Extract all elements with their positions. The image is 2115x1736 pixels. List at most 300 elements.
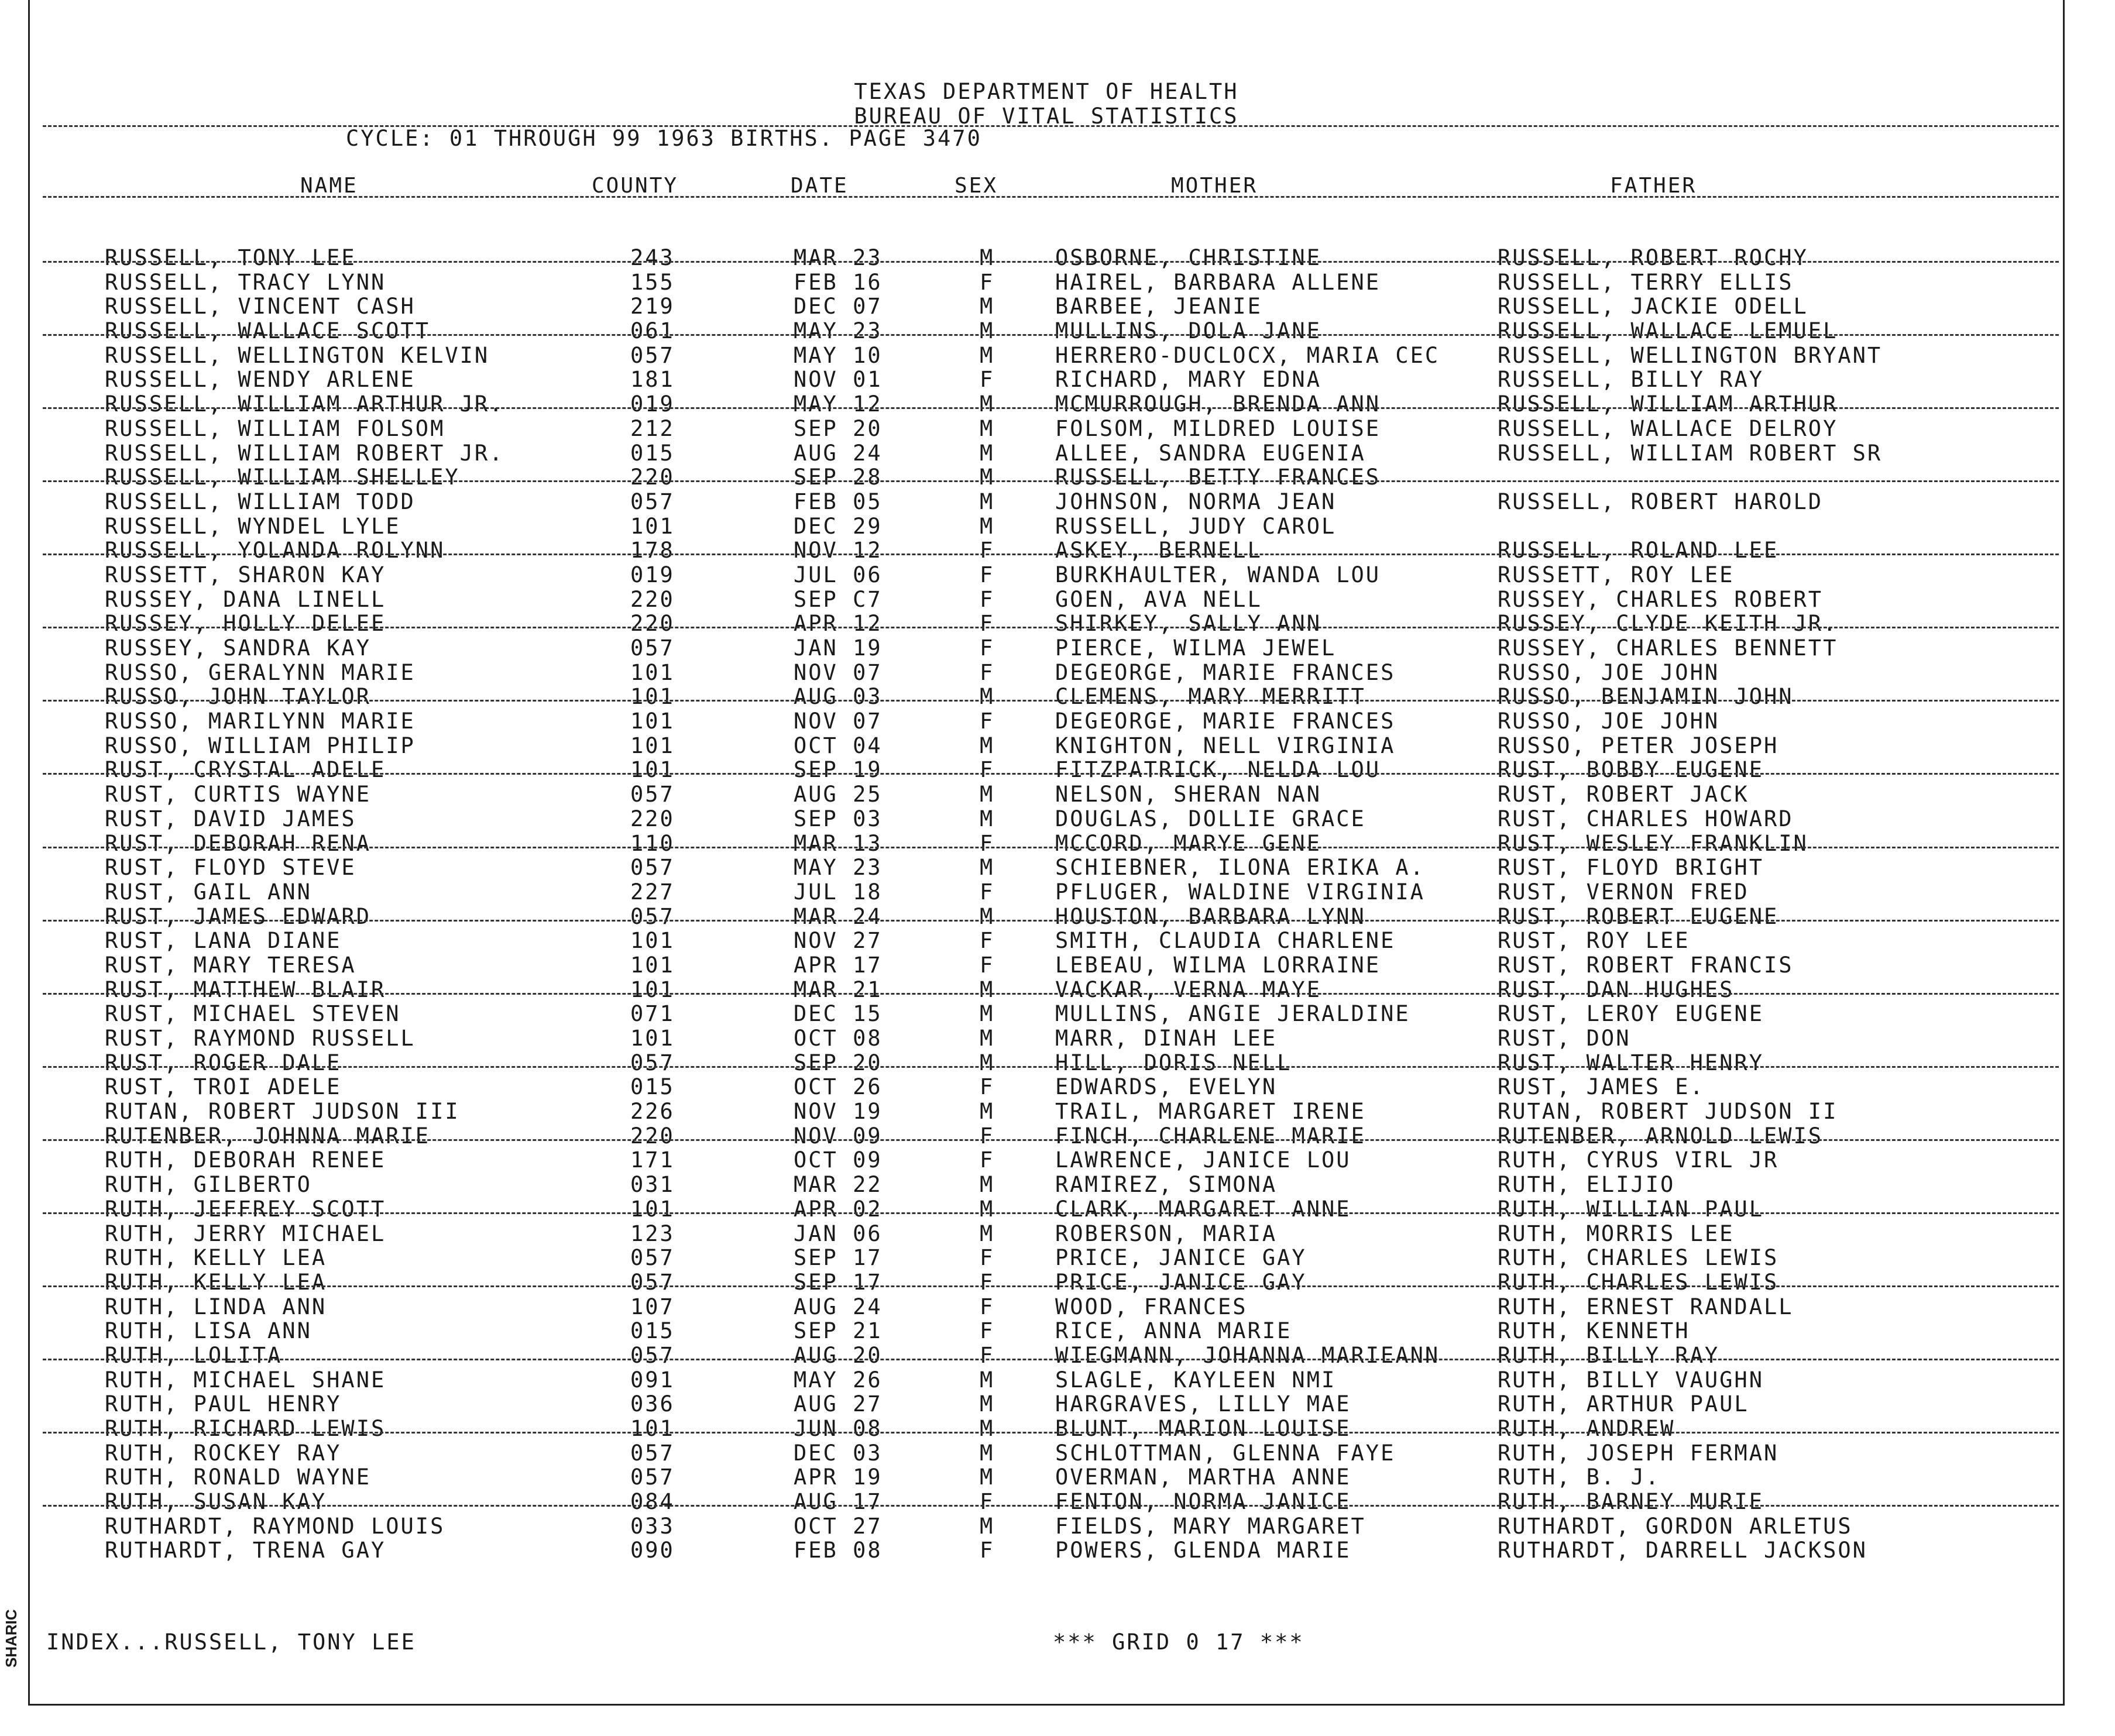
cell-sex: F <box>980 611 995 637</box>
cell-mother: SCHIEBNER, ILONA ERIKA A. <box>1055 855 1425 881</box>
cell-mother: WIEGMANN, JOHANNA MARIEANN <box>1055 1342 1440 1368</box>
table-row <box>30 709 2063 734</box>
cell-name: RUST, CRYSTAL ADELE <box>105 757 386 783</box>
cell-sex: M <box>980 440 995 466</box>
cell-date: DEC 15 <box>794 1001 883 1027</box>
cell-father: RUSSO, JOE JOHN <box>1498 709 1720 734</box>
cell-name: RUTHARDT, TRENA GAY <box>105 1538 386 1563</box>
cell-father: RUST, CHARLES HOWARD <box>1498 806 1794 831</box>
cell-county: 101 <box>630 659 675 685</box>
cell-county: 057 <box>630 489 675 514</box>
table-row <box>30 1075 2063 1099</box>
cell-name: RUTH, RICHARD LEWIS <box>105 1416 386 1441</box>
cell-name: RUST, CURTIS WAYNE <box>105 782 371 807</box>
cell-name: RUTH, LOLITA <box>105 1342 283 1368</box>
cell-sex: F <box>980 1269 995 1295</box>
cell-name: RUSSELL, WILLIAM ROBERT JR. <box>105 440 504 466</box>
cell-father: RUSSELL, WALLACE DELROY <box>1498 415 1838 441</box>
table-row <box>30 1002 2063 1026</box>
cell-name: RUTH, DEBORAH RENEE <box>105 1147 386 1173</box>
column-header-father: FATHER <box>1610 174 1697 198</box>
cell-date: DEC 03 <box>794 1440 883 1466</box>
cell-name: RUSSELL, WYNDEL LYLE <box>105 513 401 539</box>
cell-father: RUTH, BILLY VAUGHN <box>1498 1367 1764 1393</box>
cell-mother: POWERS, GLENDA MARIE <box>1055 1538 1351 1563</box>
cell-county: 057 <box>630 855 675 881</box>
cell-name: RUSSO, GERALYNN MARIE <box>105 659 416 685</box>
cell-mother: OVERMAN, MARTHA ANNE <box>1055 1465 1351 1490</box>
cell-mother: JOHNSON, NORMA JEAN <box>1055 489 1337 514</box>
cell-sex: M <box>980 1221 995 1246</box>
table-row <box>30 441 2063 466</box>
cell-name: RUST, RAYMOND RUSSELL <box>105 1026 416 1051</box>
cell-mother: FENTON, NORMA JANICE <box>1055 1489 1351 1515</box>
cell-county: 220 <box>630 465 675 490</box>
cell-date: SEP 20 <box>794 415 883 441</box>
cell-date: OCT 04 <box>794 733 883 758</box>
table-row <box>30 807 2063 831</box>
cell-sex: M <box>980 245 995 270</box>
cell-father: RUST, VERNON FRED <box>1498 879 1749 905</box>
cell-sex: F <box>980 1074 995 1100</box>
table-row <box>30 685 2063 709</box>
cell-county: 015 <box>630 440 675 466</box>
table-row <box>30 417 2063 441</box>
cell-sex: M <box>980 513 995 539</box>
cell-sex: F <box>980 1147 995 1173</box>
cell-date: SEP 20 <box>794 1050 883 1075</box>
cell-mother: HERRERO-DUCLOCX, MARIA CEC <box>1055 342 1440 368</box>
cell-name: RUST, FLOYD STEVE <box>105 855 356 881</box>
header-bureau: BUREAU OF VITAL STATISTICS <box>854 104 1239 129</box>
cell-name: RUSSELL, WALLACE SCOTT <box>105 318 431 344</box>
table-row <box>30 563 2063 587</box>
table-row <box>30 1026 2063 1051</box>
cell-date: JUL 06 <box>794 562 883 587</box>
cell-name: RUSSELL, WILLIAM ARTHUR JR. <box>105 391 504 417</box>
cell-date: NOV 12 <box>794 538 883 563</box>
table-row <box>30 661 2063 685</box>
cell-mother: PFLUGER, WALDINE VIRGINIA <box>1055 879 1425 905</box>
cell-mother: TRAIL, MARGARET IRENE <box>1055 1099 1366 1125</box>
cell-father: RUSSELL, ROLAND LEE <box>1498 538 1779 563</box>
cell-date: SEP C7 <box>794 586 883 612</box>
cell-father: RUSSELL, BILLY RAY <box>1498 367 1764 393</box>
cell-county: 220 <box>630 611 675 637</box>
table-row <box>30 1124 2063 1149</box>
cell-name: RUTH, PAUL HENRY <box>105 1391 342 1417</box>
cell-county: 227 <box>630 879 675 905</box>
cell-sex: F <box>980 1489 995 1515</box>
table-row <box>30 734 2063 758</box>
cell-father: RUTHARDT, GORDON ARLETUS <box>1498 1513 1853 1539</box>
cell-county: 155 <box>630 269 675 295</box>
cell-sex: F <box>980 1294 995 1319</box>
cell-sex: F <box>980 367 995 393</box>
table-row <box>30 1368 2063 1393</box>
cell-date: AUG 27 <box>794 1391 883 1417</box>
cell-name: RUST, GAIL ANN <box>105 879 312 905</box>
cell-date: APR 12 <box>794 611 883 637</box>
cell-sex: M <box>980 977 995 1002</box>
cell-county: 101 <box>630 1196 675 1222</box>
cell-name: RUSSELL, WENDY ARLENE <box>105 367 416 393</box>
cell-mother: MULLINS, DOLA JANE <box>1055 318 1321 344</box>
cell-father: RUTH, BILLY RAY <box>1498 1342 1720 1368</box>
header-agency: TEXAS DEPARTMENT OF HEALTH <box>854 79 1239 104</box>
cell-date: MAY 12 <box>794 391 883 417</box>
column-header-name: NAME <box>300 174 358 198</box>
cell-mother: SCHLOTTMAN, GLENNA FAYE <box>1055 1440 1396 1466</box>
cell-sex: M <box>980 1513 995 1539</box>
cell-county: 057 <box>630 1465 675 1490</box>
cell-date: AUG 17 <box>794 1489 883 1515</box>
cell-county: 057 <box>630 1050 675 1075</box>
cell-date: MAR 22 <box>794 1172 883 1198</box>
cell-name: RUST, MICHAEL STEVEN <box>105 1001 401 1027</box>
cell-mother: BLUNT, MARION LOUISE <box>1055 1416 1351 1441</box>
cell-mother: ASKEY, BERNELL <box>1055 538 1262 563</box>
table-row <box>30 831 2063 856</box>
cell-date: SEP 17 <box>794 1269 883 1295</box>
cell-county: 220 <box>630 1123 675 1149</box>
cell-date: NOV 01 <box>794 367 883 393</box>
cell-sex: F <box>980 952 995 978</box>
cell-father: RUTH, CYRUS VIRL JR <box>1498 1147 1779 1173</box>
cell-county: 101 <box>630 1026 675 1051</box>
cell-name: RUTH, SUSAN KAY <box>105 1489 327 1515</box>
cell-name: RUSSEY, HOLLY DELEE <box>105 611 386 637</box>
cell-sex: F <box>980 830 995 856</box>
cell-county: 090 <box>630 1538 675 1563</box>
cell-mother: FITZPATRICK, NELDA LOU <box>1055 757 1381 783</box>
footer-index: INDEX...RUSSELL, TONY LEE <box>46 1630 416 1655</box>
cell-name: RUST, DEBORAH RENA <box>105 830 371 856</box>
table-row <box>30 1246 2063 1270</box>
table-row <box>30 1417 2063 1441</box>
cell-mother: HILL, DORIS NELL <box>1055 1050 1292 1075</box>
table-row <box>30 392 2063 417</box>
cell-sex: F <box>980 928 995 954</box>
cell-date: APR 17 <box>794 952 883 978</box>
cell-mother: FOLSOM, MILDRED LOUISE <box>1055 415 1381 441</box>
cell-mother: LEBEAU, WILMA LORRAINE <box>1055 952 1381 978</box>
cell-date: MAR 13 <box>794 830 883 856</box>
table-row <box>30 1051 2063 1075</box>
cell-mother: WOOD, FRANCES <box>1055 1294 1248 1319</box>
cell-father: RUSSO, PETER JOSEPH <box>1498 733 1779 758</box>
cell-name: RUST, ROGER DALE <box>105 1050 342 1075</box>
cell-mother: HAIREL, BARBARA ALLENE <box>1055 269 1381 295</box>
cell-name: RUTH, RONALD WAYNE <box>105 1465 371 1490</box>
cell-father: RUSSELL, WILLIAM ARTHUR <box>1498 391 1838 417</box>
cell-date: MAY 10 <box>794 342 883 368</box>
table-row <box>30 587 2063 612</box>
cell-sex: M <box>980 1099 995 1125</box>
table-row <box>30 1392 2063 1417</box>
cell-name: RUSSEY, DANA LINELL <box>105 586 386 612</box>
table-row <box>30 1099 2063 1124</box>
cell-mother: MARR, DINAH LEE <box>1055 1026 1278 1051</box>
cell-date: FEB 05 <box>794 489 883 514</box>
cell-county: 101 <box>630 928 675 954</box>
cell-father: RUTH, ANDREW <box>1498 1416 1675 1441</box>
cell-mother: EDWARDS, EVELYN <box>1055 1074 1278 1100</box>
table-row <box>30 758 2063 782</box>
cell-date: MAR 24 <box>794 903 883 929</box>
cell-date: NOV 07 <box>794 709 883 734</box>
cell-name: RUST, MARY TERESA <box>105 952 356 978</box>
cell-mother: ROBERSON, MARIA <box>1055 1221 1278 1246</box>
cell-mother: BARBEE, JEANIE <box>1055 294 1262 319</box>
table-row <box>30 880 2063 905</box>
table-row <box>30 1514 2063 1539</box>
cell-mother: CLARK, MARGARET ANNE <box>1055 1196 1351 1222</box>
cell-county: 101 <box>630 952 675 978</box>
cell-sex: F <box>980 757 995 783</box>
cell-sex: M <box>980 1172 995 1198</box>
cell-mother: HARGRAVES, LILLY MAE <box>1055 1391 1351 1417</box>
cell-county: 107 <box>630 1294 675 1319</box>
cell-name: RUSSELL, VINCENT CASH <box>105 294 416 319</box>
cell-county: 181 <box>630 367 675 393</box>
cell-county: 061 <box>630 318 675 344</box>
cell-date: SEP 21 <box>794 1318 883 1344</box>
cell-county: 219 <box>630 294 675 319</box>
table-row <box>30 855 2063 880</box>
cell-sex: F <box>980 269 995 295</box>
table-row <box>30 1319 2063 1343</box>
cell-name: RUTH, ROCKEY RAY <box>105 1440 342 1466</box>
cell-date: MAY 23 <box>794 855 883 881</box>
cell-county: 033 <box>630 1513 675 1539</box>
cell-date: SEP 03 <box>794 806 883 831</box>
table-row <box>30 246 2063 270</box>
cell-sex: M <box>980 733 995 758</box>
cell-county: 057 <box>630 903 675 929</box>
cell-date: DEC 29 <box>794 513 883 539</box>
cell-county: 015 <box>630 1318 675 1344</box>
cell-father: RUSSEY, CLYDE KEITH JR. <box>1498 611 1838 637</box>
cell-sex: M <box>980 294 995 319</box>
cell-date: JAN 06 <box>794 1221 883 1246</box>
cell-mother: GOEN, AVA NELL <box>1055 586 1262 612</box>
cell-county: 057 <box>630 1342 675 1368</box>
cell-sex: F <box>980 1123 995 1149</box>
cell-mother: SHIRKEY, SALLY ANN <box>1055 611 1321 637</box>
cell-mother: RICHARD, MARY EDNA <box>1055 367 1321 393</box>
cell-date: MAY 26 <box>794 1367 883 1393</box>
cell-sex: M <box>980 1026 995 1051</box>
cell-sex: M <box>980 855 995 881</box>
cell-father: RUSSELL, ROBERT ROCHY <box>1498 245 1808 270</box>
cell-date: FEB 08 <box>794 1538 883 1563</box>
cell-father: RUTHARDT, DARRELL JACKSON <box>1498 1538 1867 1563</box>
cell-name: RUTH, JERRY MICHAEL <box>105 1221 386 1246</box>
cell-county: 243 <box>630 245 675 270</box>
cell-father: RUSSELL, WELLINGTON BRYANT <box>1498 342 1883 368</box>
cell-father: RUTH, B. J. <box>1498 1465 1661 1490</box>
cell-county: 031 <box>630 1172 675 1198</box>
table-row <box>30 538 2063 563</box>
cell-father: RUTH, KENNETH <box>1498 1318 1690 1344</box>
cell-name: RUTH, GILBERTO <box>105 1172 312 1198</box>
cell-mother: OSBORNE, CHRISTINE <box>1055 245 1321 270</box>
cell-mother: PIERCE, WILMA JEWEL <box>1055 635 1337 661</box>
table-row <box>30 1343 2063 1368</box>
cell-date: OCT 27 <box>794 1513 883 1539</box>
cell-name: RUTH, MICHAEL SHANE <box>105 1367 386 1393</box>
cell-father: RUTAN, ROBERT JUDSON II <box>1498 1099 1838 1125</box>
cell-county: 110 <box>630 830 675 856</box>
cell-father: RUTENBER, ARNOLD LEWIS <box>1498 1123 1824 1149</box>
table-row <box>30 319 2063 343</box>
cell-sex: F <box>980 562 995 587</box>
cell-date: JAN 19 <box>794 635 883 661</box>
cell-date: NOV 07 <box>794 659 883 685</box>
cell-date: NOV 19 <box>794 1099 883 1125</box>
cell-county: 057 <box>630 1440 675 1466</box>
cell-father: RUST, BOBBY EUGENE <box>1498 757 1764 783</box>
cell-county: 019 <box>630 562 675 587</box>
cell-mother: DEGEORGE, MARIE FRANCES <box>1055 709 1396 734</box>
cell-father: RUTH, CHARLES LEWIS <box>1498 1269 1779 1295</box>
cell-mother: DOUGLAS, DOLLIE GRACE <box>1055 806 1366 831</box>
cell-mother: NELSON, SHERAN NAN <box>1055 782 1321 807</box>
cell-father: RUST, ROBERT EUGENE <box>1498 903 1779 929</box>
footer-grid: *** GRID 0 17 *** <box>1053 1630 1304 1655</box>
cell-county: 057 <box>630 635 675 661</box>
cell-date: JUL 18 <box>794 879 883 905</box>
cell-county: 057 <box>630 1245 675 1271</box>
cell-mother: LAWRENCE, JANICE LOU <box>1055 1147 1351 1173</box>
cell-sex: F <box>980 879 995 905</box>
cell-name: RUSSEY, SANDRA KAY <box>105 635 371 661</box>
cell-mother: ALLEE, SANDRA EUGENIA <box>1055 440 1366 466</box>
cell-date: SEP 19 <box>794 757 883 783</box>
cell-father: RUST, DON <box>1498 1026 1631 1051</box>
cell-mother: FINCH, CHARLENE MARIE <box>1055 1123 1366 1149</box>
cell-date: NOV 27 <box>794 928 883 954</box>
cell-sex: M <box>980 903 995 929</box>
cell-date: DEC 07 <box>794 294 883 319</box>
cell-father: RUST, DAN HUGHES <box>1498 977 1735 1002</box>
table-row <box>30 953 2063 978</box>
cell-date: FEB 16 <box>794 269 883 295</box>
cell-name: RUSSELL, YOLANDA ROLYNN <box>105 538 445 563</box>
table-row <box>30 611 2063 636</box>
cell-date: OCT 09 <box>794 1147 883 1173</box>
cell-father: RUSSELL, WILLIAM ROBERT SR <box>1498 440 1883 466</box>
cell-sex: M <box>980 1440 995 1466</box>
cell-father: RUSSELL, ROBERT HAROLD <box>1498 489 1824 514</box>
cell-father: RUST, ROBERT JACK <box>1498 782 1749 807</box>
table-row <box>30 782 2063 807</box>
cell-father: RUST, ROBERT FRANCIS <box>1498 952 1794 978</box>
cell-sex: F <box>980 538 995 563</box>
cell-sex: M <box>980 465 995 490</box>
cell-sex: M <box>980 1465 995 1490</box>
table-row <box>30 978 2063 1002</box>
cell-sex: F <box>980 709 995 734</box>
cell-name: RUSSO, JOHN TAYLOR <box>105 684 371 710</box>
cell-county: 220 <box>630 806 675 831</box>
cell-date: SEP 17 <box>794 1245 883 1271</box>
cell-name: RUTH, KELLY LEA <box>105 1245 327 1271</box>
table-row <box>30 929 2063 953</box>
cell-name: RUST, TROI ADELE <box>105 1074 342 1100</box>
cell-date: APR 02 <box>794 1196 883 1222</box>
column-header-county: COUNTY <box>592 174 679 198</box>
cell-county: 101 <box>630 1416 675 1441</box>
cell-father: RUTH, ELIJIO <box>1498 1172 1675 1198</box>
cell-county: 101 <box>630 757 675 783</box>
side-tag: SHARIC <box>2 1609 20 1668</box>
table-row <box>30 1465 2063 1490</box>
cell-date: OCT 26 <box>794 1074 883 1100</box>
cell-date: AUG 25 <box>794 782 883 807</box>
cell-father: RUSSETT, ROY LEE <box>1498 562 1735 587</box>
cell-mother: CLEMENS, MARY MERRITT <box>1055 684 1366 710</box>
cell-mother: VACKAR, VERNA MAYE <box>1055 977 1321 1002</box>
cell-sex: M <box>980 806 995 831</box>
cell-name: RUTH, LINDA ANN <box>105 1294 327 1319</box>
table-row <box>30 1173 2063 1197</box>
cell-sex: M <box>980 415 995 441</box>
table-row <box>30 1490 2063 1514</box>
table-row <box>30 514 2063 539</box>
cell-father: RUTH, ARTHUR PAUL <box>1498 1391 1749 1417</box>
cell-father: RUST, FLOYD BRIGHT <box>1498 855 1764 881</box>
cell-mother: RUSSELL, JUDY CAROL <box>1055 513 1337 539</box>
cell-county: 057 <box>630 1269 675 1295</box>
table-row <box>30 1222 2063 1246</box>
cell-county: 057 <box>630 782 675 807</box>
cell-father: RUSSEY, CHARLES BENNETT <box>1498 635 1838 661</box>
column-header-mother: MOTHER <box>1171 174 1258 198</box>
cell-mother: RICE, ANNA MARIE <box>1055 1318 1292 1344</box>
cell-date: OCT 08 <box>794 1026 883 1051</box>
cell-county: 171 <box>630 1147 675 1173</box>
cell-county: 101 <box>630 733 675 758</box>
cell-sex: F <box>980 1342 995 1368</box>
cell-county: 091 <box>630 1367 675 1393</box>
cell-date: MAY 23 <box>794 318 883 344</box>
cell-county: 220 <box>630 586 675 612</box>
cell-date: AUG 03 <box>794 684 883 710</box>
cell-name: RUTAN, ROBERT JUDSON III <box>105 1099 460 1125</box>
cell-sex: F <box>980 586 995 612</box>
cell-date: AUG 24 <box>794 440 883 466</box>
table-row <box>30 1295 2063 1319</box>
table-row <box>30 1197 2063 1222</box>
cell-sex: M <box>980 1391 995 1417</box>
cell-father: RUTH, ERNEST RANDALL <box>1498 1294 1794 1319</box>
table-row <box>30 1441 2063 1466</box>
cell-mother: PRICE, JANICE GAY <box>1055 1245 1307 1271</box>
cell-mother: DEGEORGE, MARIE FRANCES <box>1055 659 1396 685</box>
cell-father: RUSSELL, TERRY ELLIS <box>1498 269 1794 295</box>
cell-date: APR 19 <box>794 1465 883 1490</box>
cell-sex: M <box>980 1367 995 1393</box>
cell-county: 123 <box>630 1221 675 1246</box>
cell-date: AUG 24 <box>794 1294 883 1319</box>
cell-name: RUSSO, WILLIAM PHILIP <box>105 733 416 758</box>
cell-father: RUST, LEROY EUGENE <box>1498 1001 1764 1027</box>
cell-mother: FIELDS, MARY MARGARET <box>1055 1513 1366 1539</box>
cell-mother: SLAGLE, KAYLEEN NMI <box>1055 1367 1337 1393</box>
cell-county: 101 <box>630 684 675 710</box>
